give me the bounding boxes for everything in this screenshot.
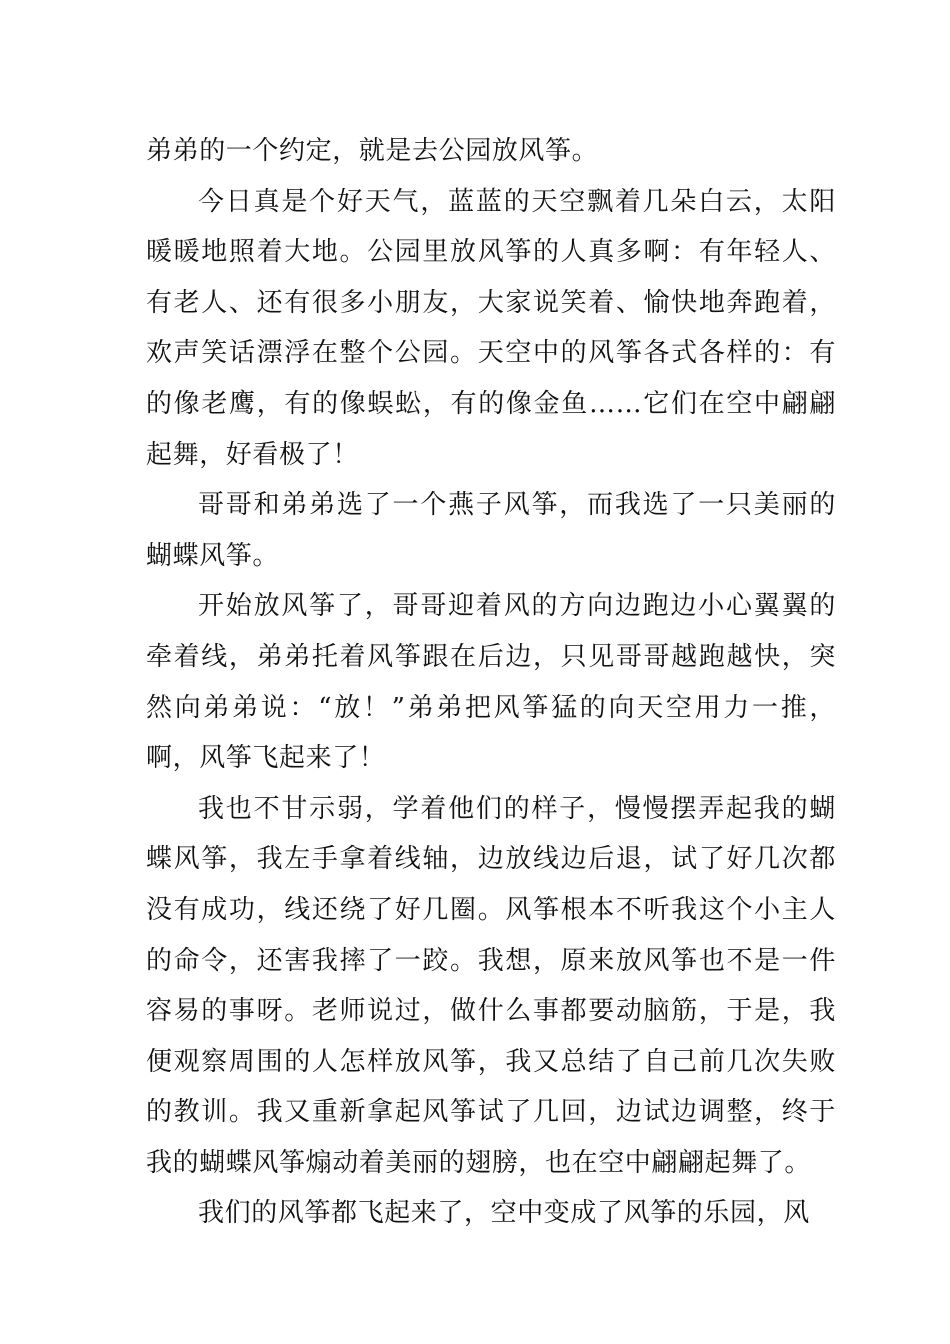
paragraph-5: 我也不甘示弱，学着他们的样子，慢慢摆弄起我的蝴蝶风筝，我左手拿着线轴，边放线边后退，试了好几次都没有成功，线还绕了好几圈。风筝根本不听我这个小主人的命令，还害我摔了一跤。我想，原来放风筝也不是一件容易的事呀。老师说过，做什么事都要动脑筋，于是，我便观察周围的人怎样放风筝，我又总结了自己前几次失败的教训。我又重新拿起风筝试了几回，边试边调整，终于我的蝴蝶风筝煽动着美丽的翅膀，也在空中翩翩起舞了。 (146, 793, 836, 1178)
paragraph-1: 弟弟的一个约定，就是去公园放风筝。 (146, 136, 599, 166)
paragraph-4: 开始放风筝了，哥哥迎着风的方向边跑边小心翼翼的牵着线，弟弟托着风筝跟在后边，只见哥哥越跑越快，突然向弟弟说：“放！”弟弟把风筝猛的向天空用力一推，啊，风筝飞起来了！ (146, 591, 836, 774)
paragraph-6: 我们的风筝都飞起来了，空中变成了风筝的乐园，风 (198, 1198, 810, 1229)
paragraph-3: 哥哥和弟弟选了一个燕子风筝，而我选了一只美丽的蝴蝶风筝。 (146, 490, 836, 571)
paragraph-2: 今日真是个好天气，蓝蓝的天空飘着几朵白云，太阳暖暖地照着大地。公园里放风筝的人真多啊：有年轻人、有老人、还有很多小朋友，大家说笑着、愉快地奔跑着，欢声笑话漂浮在整个公园。天空中的风筝各式各样的：有的像老鹰，有的像蜈蚣，有的像金鱼……它们在空中翩翩起舞，好看极了！ (146, 186, 836, 470)
essay-body (146, 126, 836, 1239)
